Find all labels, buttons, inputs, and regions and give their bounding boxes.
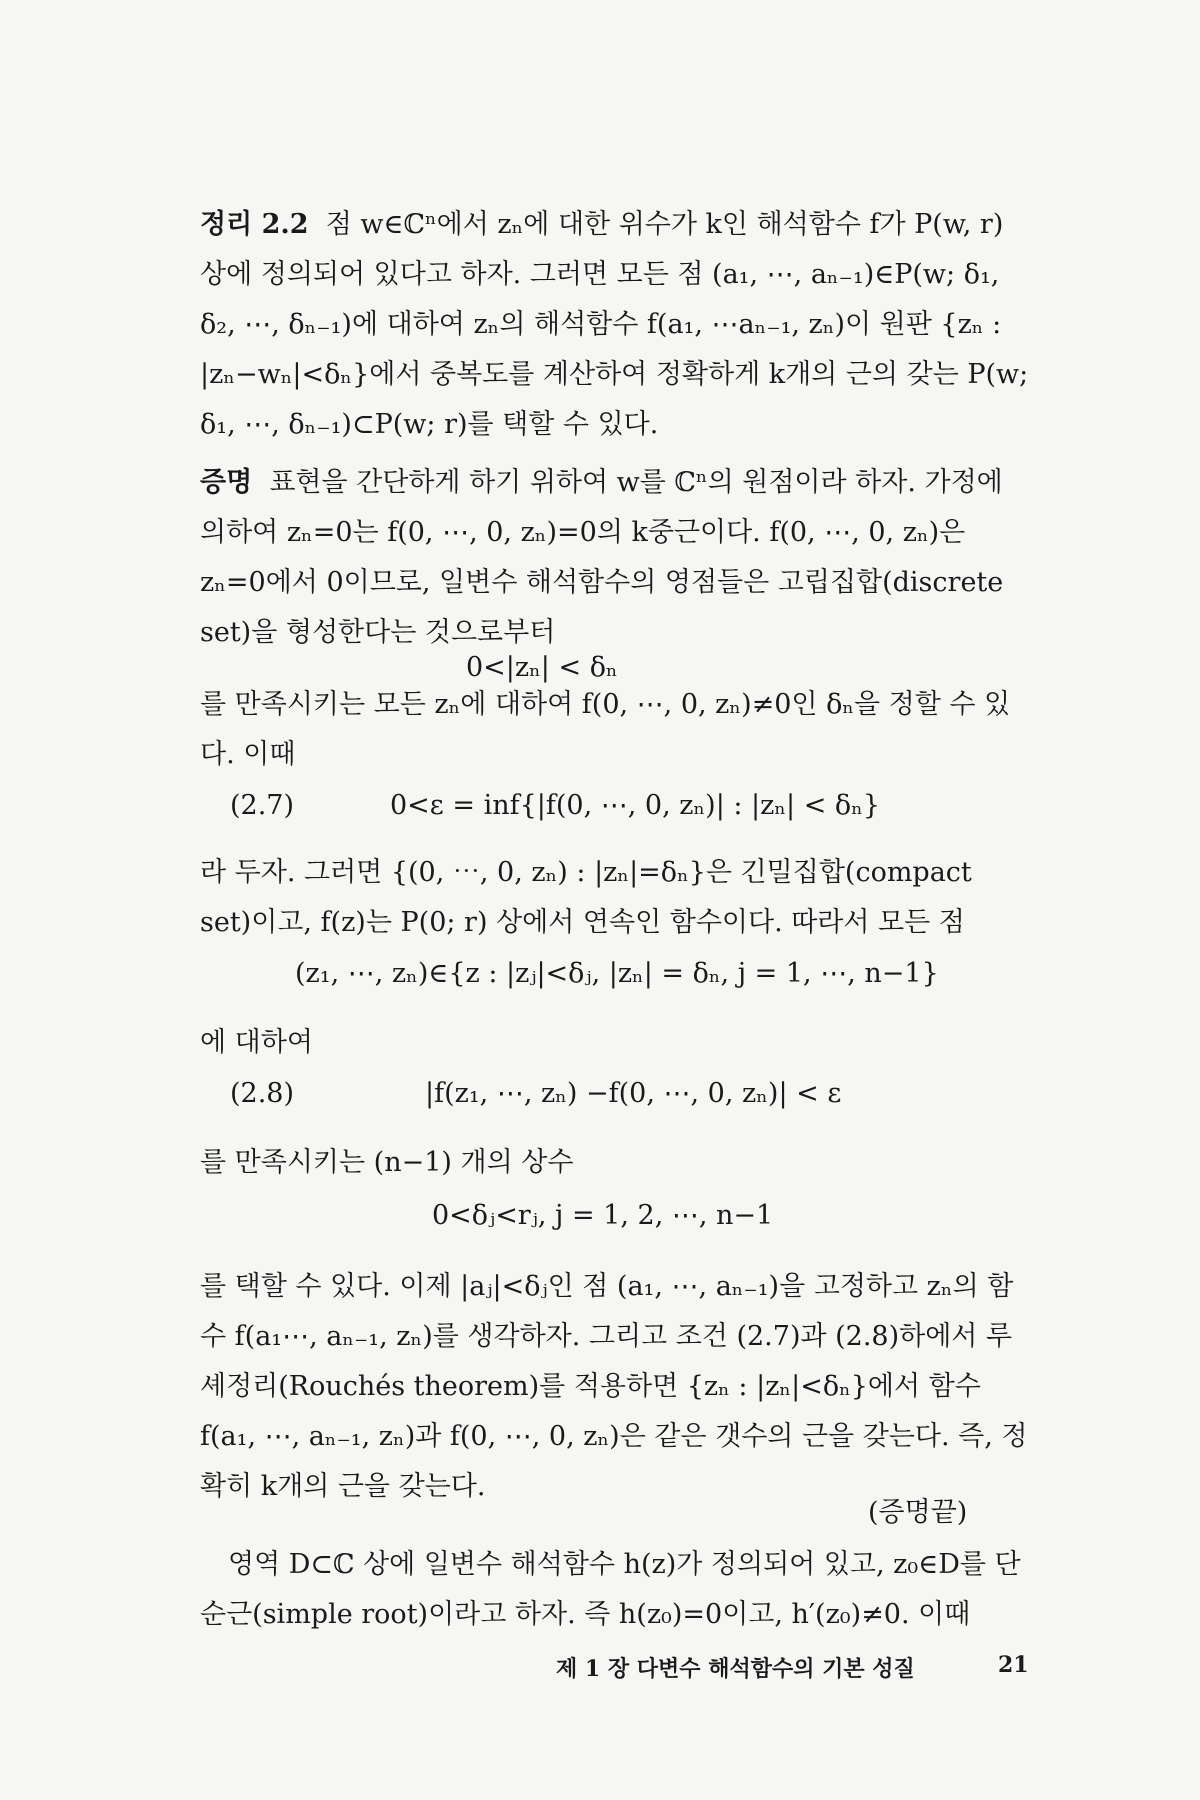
running-footer: 제 1 장 다변수 해석함수의 기본 성질 xyxy=(556,1656,915,1682)
proof-label: 증명 xyxy=(200,467,253,498)
proof-end-mark: (증명끝) xyxy=(868,1497,968,1528)
theorem-text: 점 w∈ℂⁿ에서 zₙ에 대한 위수가 k인 해석함수 f가 P(w, r) 상에 정의되어 있다고 하자. 그러면 모든 점 (a₁, ⋯, aₙ₋₁)∈P(w; δ₁, δ₂, ⋯, δₙ₋₁)에 대하여 zₙ의 해석함수 f(a₁, ⋯aₙ₋₁, zₙ)이 원판 {zₙ : |zₙ−wₙ|<δₙ}에서 중복도를 계산하여 정확하게 k개의 근의 갖는 P(w; δ₁, ⋯, δₙ₋₁)⊂P(w; r)를 택할 수 있다. xyxy=(200,209,1029,440)
equation-2-8-label: (2.8) xyxy=(230,1078,295,1109)
display-inequality-1: 0<|zₙ| < δₙ xyxy=(466,652,618,683)
next-paragraph: 영역 D⊂ℂ 상에 일변수 해석함수 h(z)가 정의되어 있고, z₀∈D를 단순근(simple root)이라고 하자. 즉 h(z₀)=0이고, h′(z₀)≠0. 이때 xyxy=(200,1549,1021,1630)
proof-paragraph-5: 를 만족시키는 (n−1) 개의 상수 xyxy=(200,1147,574,1178)
proof-paragraph-2: 를 만족시키는 모든 zₙ에 대하여 f(0, ⋯, 0, zₙ)≠0인 δₙ을 정할 수 있다. 이때 xyxy=(200,689,1011,770)
page-number: 21 xyxy=(998,1652,1029,1678)
display-constants: 0<δⱼ<rⱼ, j = 1, 2, ⋯, n−1 xyxy=(432,1200,774,1231)
proof-text-1: 표현을 간단하게 하기 위하여 w를 ℂⁿ의 원점이라 하자. 가정에 의하여 zₙ=0는 f(0, ⋯, 0, zₙ)=0의 k중근이다. f(0, ⋯, 0, zₙ)은 zₙ=0에서 0이므로, 일변수 해석함수의 영점들은 고립집합(discrete set)을 형성한다는 것으로부터 xyxy=(200,467,1004,648)
equation-2-7: 0<ε = inf{|f(0, ⋯, 0, zₙ)| : |zₙ| < δₙ} xyxy=(390,790,881,821)
theorem-block xyxy=(200,200,1030,450)
proof-paragraph-3: 라 두자. 그러면 {(0, ⋯, 0, zₙ) : |zₙ|=δₙ}은 긴밀집합(compact set)이고, f(z)는 P(0; r) 상에서 연속인 함수이다. 따라서 모든 점 xyxy=(200,857,972,938)
display-point-set: (z₁, ⋯, zₙ)∈{z : |zⱼ|<δⱼ, |zₙ| = δₙ, j = 1, ⋯, n−1} xyxy=(295,958,939,989)
proof-paragraph-6: 를 택할 수 있다. 이제 |aⱼ|<δⱼ인 점 (a₁, ⋯, aₙ₋₁)을 고정하고 zₙ의 함수 f(a₁⋯, aₙ₋₁, zₙ)를 생각하자. 그리고 조건 (2.7)과 (2.8)하에서 루셰정리(Rouchés theorem)를 적용하면 {zₙ : |zₙ|<δₙ}에서 함수 f(a₁, ⋯, aₙ₋₁, zₙ)과 f(0, ⋯, 0, zₙ)은 같은 갯수의 근을 갖는다. 즉, 정확히 k개의 근을 갖는다. xyxy=(200,1271,1028,1502)
proof-paragraph-1 xyxy=(200,458,1030,658)
equation-2-7-label: (2.7) xyxy=(230,790,295,821)
proof-paragraph-4: 에 대하여 xyxy=(200,1027,313,1058)
equation-2-8: |f(z₁, ⋯, zₙ) −f(0, ⋯, 0, zₙ)| < ε xyxy=(425,1078,842,1109)
theorem-label: 정리 2.2 xyxy=(200,209,309,240)
